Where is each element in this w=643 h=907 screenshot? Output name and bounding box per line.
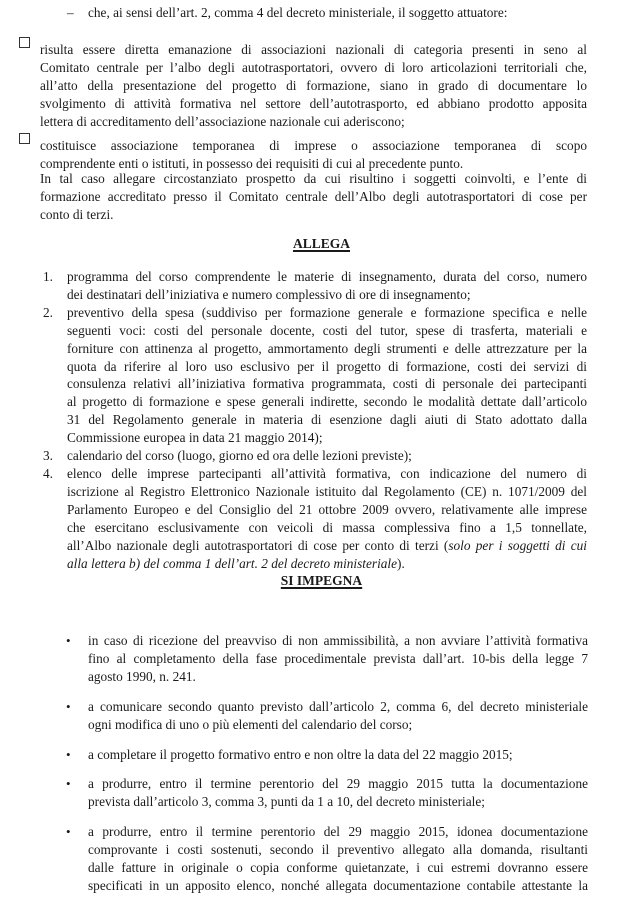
item-line: agosto 1990, n. 241. [88,668,196,684]
item-line: specificati in un apposito elenco, nonché allegata documentazione contabile attestante la [88,877,588,893]
item-line [67,537,587,555]
item-line: programma del corso comprendente le materie di insegnamento, durata del corso, numero [67,269,587,284]
impegna-item-3 [0,746,643,764]
bullet-icon: • [66,633,71,648]
item-line: ogni modifica di uno o più elementi del calendario del corso; [88,716,413,732]
item-line: Parlamento Europeo e del Consiglio del 21 ottobre 2009 ovvero, relativamente alle imprese [67,501,587,517]
item-line: seguenti voci: costi del personale docente, costi del tutor, spese di trasferta, materiali e [67,322,587,338]
item-line: a produrre, entro il termine perentorio del 29 maggio 2015 tutta la documentazione [88,776,588,792]
item-number: 2. [43,304,53,320]
item-line: forniture con attinenza al progetto, ammortamento degli strumenti e delle attrezzature per la [67,340,587,356]
item-line: preventivo della spesa (suddiviso per formazione generale e formazione specifica e nelle [67,304,587,320]
allega-heading: ALLEGA [292,236,350,251]
impegna-item-5 [0,823,643,895]
allega-item-2 [0,304,643,447]
option-2-text [40,137,587,173]
line5-prefix: all’Albo nazionale degli autotrasportatori di cose per conto di terzi ( [67,537,449,553]
note-paragraph [40,170,587,224]
item-line: quota da riferire al loro uso esclusivo per il progetto di formazione, costi dei servizi di [67,358,587,374]
allega-item-4 [0,465,643,572]
line6-suffix: ). [397,555,405,571]
item-line: al progetto di formazione e spese generali indirette, secondo le modalità dettate dall’articolo [67,394,587,410]
option-line: svolgimento di attività formativa nel settore dell’autotrasporto, ed abbiano prodotto apposita [40,95,587,111]
bullet-icon: • [66,824,71,840]
option-line: all’atto della presentazione del progetto di formazione, siano in grado di documentare lo [40,77,587,93]
dash-marker: – [67,5,74,20]
note-line: formazione accreditato presso il Comitato centrale dell’Albo degli autotrasportatori di cose per [40,188,587,204]
item-line: dalle fatture in originale o copia conforme quietanzate, i cui estremi dovranno essere [88,860,588,876]
option-line: comprendente enti o istituti, in possesso dei requisiti di cui al precedente punto. [40,155,464,171]
allega-item-1 [0,268,643,304]
item-line: prevista dall’articolo 3, comma 3, punti da 1 a 10, del decreto ministeriale; [88,794,485,810]
item-line: che esercitano esclusivamente con veicoli di massa complessiva fino a 1,5 tonnellate, [67,519,587,535]
allega-item-3 [0,447,643,465]
item-line: elenco delle imprese partecipanti all’attività formativa, con indicazione del numero di [67,465,587,481]
allega-list [0,268,643,572]
bullet-icon: • [66,776,71,792]
bullet-icon: • [66,746,71,762]
option-line: costituisce associazione temporanea di imprese o associazione temporanea di scopo [40,138,587,153]
option-1-text [40,41,587,131]
item-number: 1. [43,269,53,284]
intro-line [67,4,607,21]
item-line: in caso di ricezione del preavviso di non ammissibilità, a non avviare l’attività formativa [88,633,588,648]
impegna-item-2 [0,698,643,734]
impegna-item-4 [0,775,643,811]
item-line: Commissione europea in data 21 maggio 2014); [67,430,323,446]
item-line: iscrizione al Registro Elettronico Nazionale istituito dal Regolamento (CE) n. 1071/2009 del [67,483,587,499]
item-line: dei destinatari dell’iniziativa e numero complessivo di ore di insegnamento; [67,286,471,302]
line5-italic: solo per i soggetti di cui [448,537,587,553]
impegna-list [0,632,643,907]
item-number: 3. [43,448,53,464]
option-1-checkbox[interactable] [19,37,30,48]
item-line: a completare il progetto formativo entro e non oltre la data del 22 maggio 2015; [88,746,513,762]
item-line: consulenza relativi all’iniziativa formativa programmata, costi di personale dei partecipanti [67,376,587,392]
item-line: fino al completamento della fase procedimentale prevista dall’art. 10-bis della legge 7 [88,650,588,666]
intro-text: che, ai sensi dell’art. 2, comma 4 del decreto ministeriale, il soggetto attuatore: [88,5,508,20]
item-line: calendario del corso (luogo, giorno ed ora delle lezioni previste); [67,448,412,464]
impegna-item-1 [0,632,643,686]
note-line: In tal caso allegare circostanziato prospetto da cui risultino i soggetti coinvolti, e l’ente di [40,171,587,186]
option-line: risulta essere diretta emanazione di associazioni nazionali di categoria presenti in seno al [40,42,587,57]
item-line: 31 del Regolamento generale in materia di esenzione dagli aiuti di Stato adottato dalla [67,412,587,428]
impegna-heading: SI IMPEGNA [280,573,363,588]
option-2-checkbox[interactable] [19,133,30,144]
note-line: conto di terzi. [40,206,114,222]
item-line: a comunicare secondo quanto previsto dall’articolo 2, comma 6, del decreto ministeriale [88,698,588,714]
item-line [67,555,587,573]
item-line: a produrre, entro il termine perentorio del 29 maggio 2015, idonea documentazione [88,824,588,840]
option-line: lettera di accreditamento dell’associazione nazionale cui aderiscono; [40,113,405,129]
bullet-icon: • [66,698,71,714]
item-number: 4. [43,465,53,481]
item-line: comprovante i costi sostenuti, secondo il preventivo allegato alla domanda, risultanti [88,842,588,858]
option-line: Comitato centrale per l’albo degli autotrasportatori, ovvero di loro articolazioni territoriali che, [40,59,587,75]
line6-italic: alla lettera b) del comma 1 dell’art. 2 del decreto ministeriale [67,555,398,571]
